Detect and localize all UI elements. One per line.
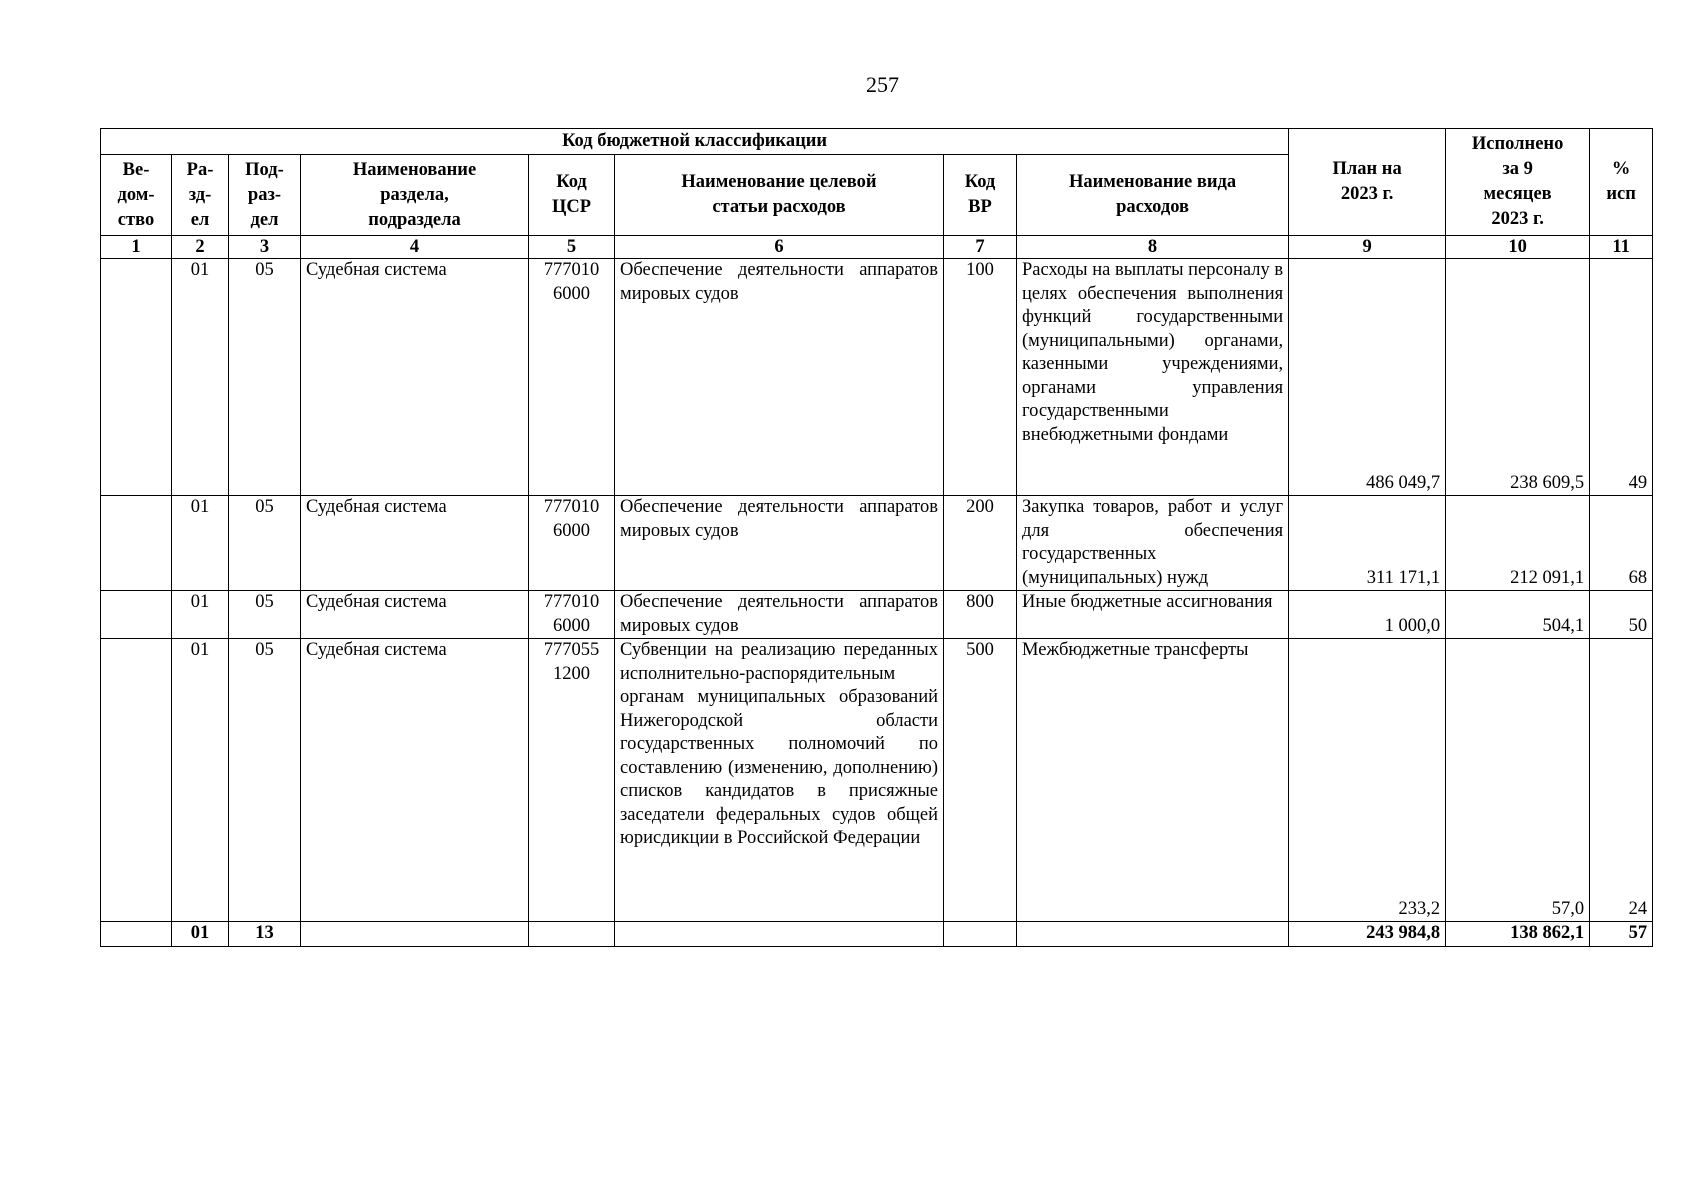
column-number: 11	[1590, 236, 1653, 259]
table-row	[101, 591, 1653, 639]
header-csr: Код ЦСР	[529, 155, 615, 236]
target-name-cell	[615, 922, 944, 947]
executed-cell: 138 862,1	[1446, 922, 1590, 947]
plan-cell: 243 984,8	[1289, 922, 1446, 947]
plan-cell: 233,2	[1289, 639, 1446, 922]
csr-cell: 777010 6000	[529, 591, 615, 639]
vr-cell: 800	[944, 591, 1017, 639]
column-number: 3	[229, 236, 301, 259]
vr-cell	[944, 922, 1017, 947]
percent-cell: 24	[1590, 639, 1653, 922]
header-target-name: Наименование целевой статьи расходов	[615, 155, 944, 236]
vedomstvo-cell	[101, 259, 172, 496]
vr-cell: 200	[944, 496, 1017, 591]
header-vr-name: Наименование вида расходов	[1017, 155, 1289, 236]
podrazdel-cell: 05	[229, 591, 301, 639]
column-number: 4	[301, 236, 529, 259]
vedomstvo-cell	[101, 496, 172, 591]
header-razdel: Ра- зд- ел	[172, 155, 229, 236]
csr-cell	[529, 922, 615, 947]
table-row	[101, 259, 1653, 496]
target-name-cell: Обеспечение деятельности аппаратов мировых судов	[615, 591, 944, 639]
executed-cell: 504,1	[1446, 591, 1590, 639]
header-plan: План на 2023 г.	[1289, 129, 1446, 236]
razdel-cell: 01	[172, 639, 229, 922]
razdel-cell: 01	[172, 591, 229, 639]
column-number: 5	[529, 236, 615, 259]
podrazdel-cell: 05	[229, 496, 301, 591]
percent-cell: 57	[1590, 922, 1653, 947]
csr-cell: 777010 6000	[529, 496, 615, 591]
csr-cell: 777055 1200	[529, 639, 615, 922]
razdel-name-cell: Судебная система	[301, 259, 529, 496]
header-vr: Код ВР	[944, 155, 1017, 236]
razdel-cell: 01	[172, 922, 229, 947]
target-name-cell: Субвенции на реализацию переданных исполнительно-распорядительным органам муниципальных образований Нижегородской области государственных полномочий по составлению (изменению, дополнению) списков кандидатов в присяжные заседатели федеральных судов общей юрисдикции в Российской Федерации	[615, 639, 944, 922]
razdel-name-cell	[301, 922, 529, 947]
percent-cell: 49	[1590, 259, 1653, 496]
plan-cell: 1 000,0	[1289, 591, 1446, 639]
podrazdel-cell: 05	[229, 639, 301, 922]
target-name-cell: Обеспечение деятельности аппаратов мировых судов	[615, 496, 944, 591]
table-row	[101, 496, 1653, 591]
plan-cell: 311 171,1	[1289, 496, 1446, 591]
column-number: 1	[101, 236, 172, 259]
header-percent: % исп	[1590, 129, 1653, 236]
page-number: 257	[866, 72, 899, 97]
vr-name-cell: Иные бюджетные ассигнования	[1017, 591, 1289, 639]
plan-cell: 486 049,7	[1289, 259, 1446, 496]
subtotal-row	[101, 922, 1653, 947]
header-razdel-name: Наименование раздела, подраздела	[301, 155, 529, 236]
podrazdel-cell: 13	[229, 922, 301, 947]
vedomstvo-cell	[101, 639, 172, 922]
vr-name-cell: Расходы на выплаты персоналу в целях обеспечения выполнения функций государственными (муниципальными) органами, казенными учреждениями, органами управления государственными внебюджетными фондами	[1017, 259, 1289, 496]
column-number: 8	[1017, 236, 1289, 259]
vedomstvo-cell	[101, 922, 172, 947]
vr-cell: 500	[944, 639, 1017, 922]
vr-cell: 100	[944, 259, 1017, 496]
column-number: 7	[944, 236, 1017, 259]
header-group-title: Код бюджетной классификации	[101, 129, 1289, 155]
percent-cell: 68	[1590, 496, 1653, 591]
vr-name-cell: Закупка товаров, работ и услуг для обеспечения государственных (муниципальных) нужд	[1017, 496, 1289, 591]
razdel-name-cell: Судебная система	[301, 639, 529, 922]
vr-name-cell: Межбюджетные трансферты	[1017, 639, 1289, 922]
razdel-name-cell: Судебная система	[301, 591, 529, 639]
column-number: 9	[1289, 236, 1446, 259]
csr-cell: 777010 6000	[529, 259, 615, 496]
vedomstvo-cell	[101, 591, 172, 639]
target-name-cell: Обеспечение деятельности аппаратов мировых судов	[615, 259, 944, 496]
column-numbers-row	[101, 236, 1653, 259]
razdel-cell: 01	[172, 259, 229, 496]
column-number: 2	[172, 236, 229, 259]
executed-cell: 212 091,1	[1446, 496, 1590, 591]
column-number: 10	[1446, 236, 1590, 259]
executed-cell: 57,0	[1446, 639, 1590, 922]
razdel-cell: 01	[172, 496, 229, 591]
header-executed: Исполнено за 9 месяцев 2023 г.	[1446, 129, 1590, 236]
header-podrazdel: Под- раз- дел	[229, 155, 301, 236]
budget-table	[100, 128, 1653, 947]
table-row	[101, 639, 1653, 922]
razdel-name-cell: Судебная система	[301, 496, 529, 591]
header-vedomstvo: Ве- дом- ство	[101, 155, 172, 236]
column-number: 6	[615, 236, 944, 259]
executed-cell: 238 609,5	[1446, 259, 1590, 496]
vr-name-cell	[1017, 922, 1289, 947]
percent-cell: 50	[1590, 591, 1653, 639]
podrazdel-cell: 05	[229, 259, 301, 496]
